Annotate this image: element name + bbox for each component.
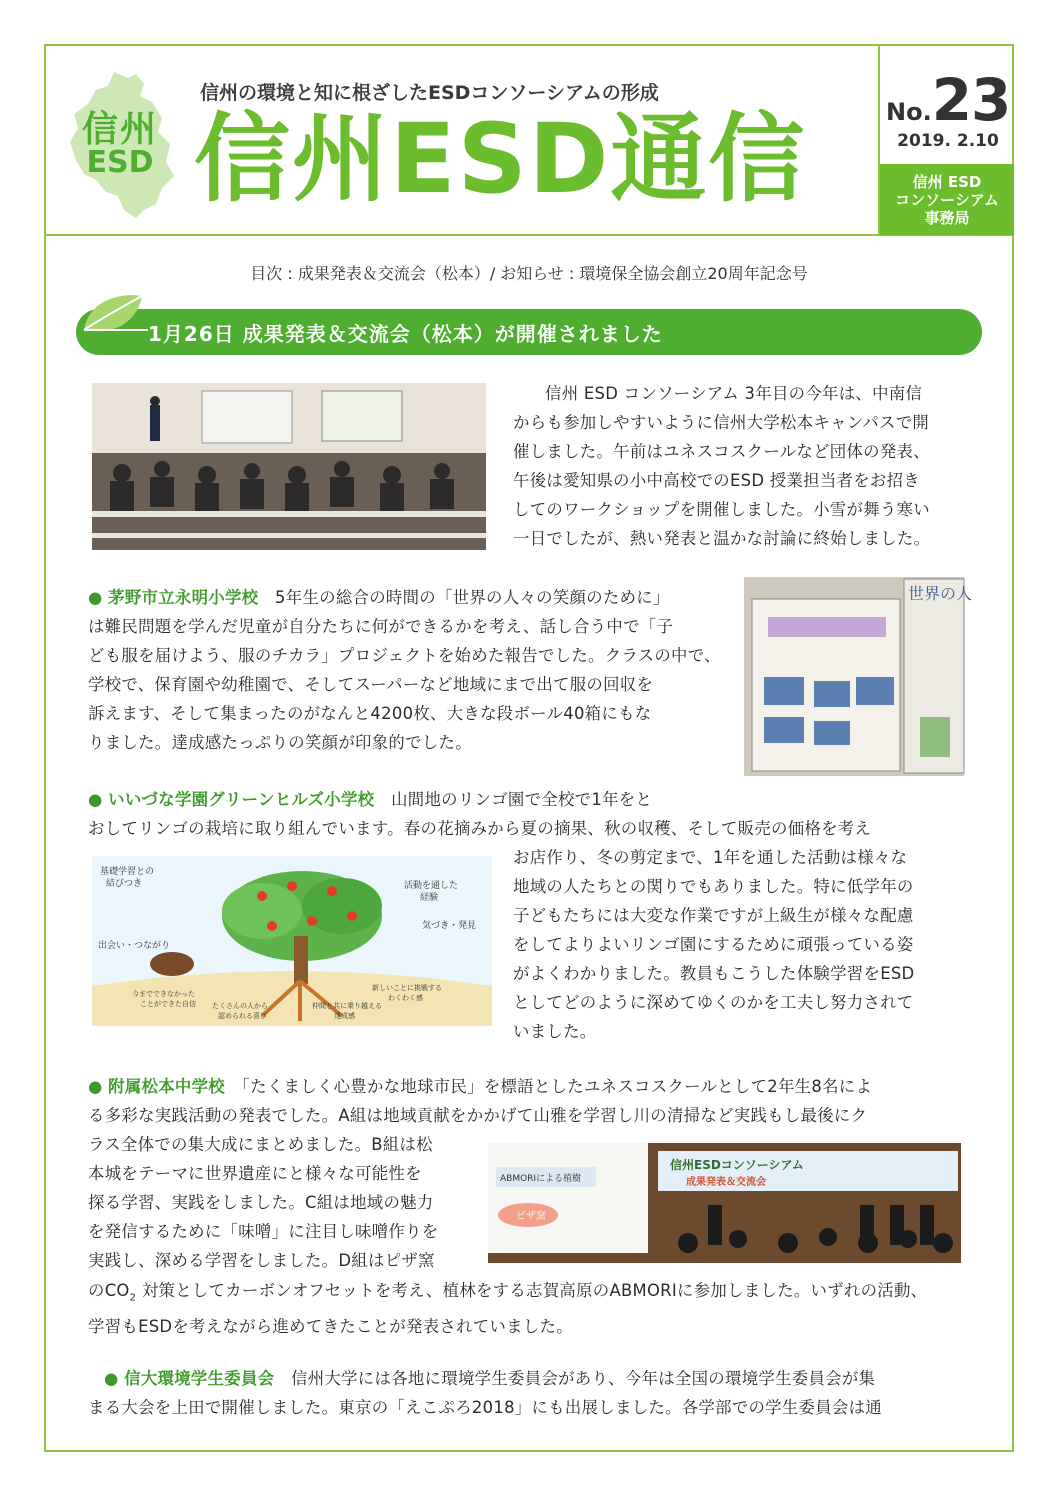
school1-name: 茅野市立永明小学校 <box>108 588 259 607</box>
school2-second-line: おしてリンゴの栽培に取り組んでいます。春の花摘みから夏の摘果、秋の収穫、そして販売の価格を考え <box>88 819 872 838</box>
school1-line: りました。達成感たっぷりの笑顔が印象的でした。 <box>88 733 472 752</box>
school4-paragraph <box>88 1364 968 1422</box>
school1-paragraph <box>88 583 728 757</box>
diagram-label: 経験 <box>420 893 439 903</box>
school1-first-text: 5年生の総合の時間の「世界の人々の笑顔のために」 <box>275 588 670 607</box>
school2-line: お店作り、冬の剪定まで、1年を通した活動は様々な <box>513 848 908 867</box>
bullet-icon: ● <box>88 588 103 607</box>
slide-label: ABMORIによる植樹 <box>500 1174 582 1184</box>
school3-tail-lines <box>88 1276 968 1341</box>
school1-line: 訴えます、そして集まったのがなんと4200枚、大きな段ボール40箱にもな <box>88 704 652 723</box>
intro-paragraph <box>513 379 965 553</box>
bullet-icon: ● <box>88 790 103 809</box>
school3-last-line: 学習もESDを考えながら進めてきたことが発表されていました。 <box>88 1317 573 1337</box>
diagram-label: 新しいことに挑戦する <box>372 984 442 992</box>
apple-tree-diagram <box>92 856 492 1026</box>
diagram-label: 達成感 <box>334 1012 355 1020</box>
publisher-line: 信州 ESD <box>912 172 982 191</box>
school3-paragraph <box>88 1130 483 1275</box>
issue-date: 2019. 2.10 <box>897 131 999 151</box>
diagram-label: 今までできなかった <box>132 990 195 998</box>
publisher-line: 事務局 <box>924 208 970 227</box>
school1-line: 学校で、保育園や幼稚園で、そしてスーパーなど地域にまで出て服の回収を <box>88 675 654 694</box>
school3-line: ラス全体での集大成にまとめました。B組は松 <box>88 1135 433 1154</box>
co2-subscript: 2 <box>129 1292 137 1304</box>
photo-banner-text: 成果発表＆交流会 <box>686 1177 766 1188</box>
publisher-line: コンソーシアム <box>895 190 999 209</box>
diagram-label: 仲間と共に乗り越える <box>312 1002 382 1010</box>
school1-line: は難民問題を学んだ児童が自分たちに何ができるかを考え、話し合う中で「子 <box>88 617 674 636</box>
poster-caption: 世界の人 <box>908 584 973 603</box>
school2-line: 地域の人たちとの関りでもありました。特に低学年の <box>513 877 914 896</box>
co2-rest: 対策としてカーボンオフセットを考え、植林をする志賀高原のABMORIに参加しました。いずれの活動、 <box>136 1281 928 1300</box>
poster-photo <box>744 577 973 776</box>
school1-line: ども服を届けよう、服のチカラ」プロジェクトを始めた報告でした。クラスの中で、 <box>88 646 721 665</box>
school2-first-text: 山間地のリンゴ園で全校で1年をと <box>391 790 653 809</box>
school1-first-line <box>88 583 728 612</box>
school2-line: としてどのように深めてゆくのかを工夫し努力されて <box>513 993 914 1012</box>
logo-text-esd: ESD <box>86 145 154 180</box>
school3-first-line <box>88 1072 968 1101</box>
publisher-box <box>880 164 1014 235</box>
seminar-photo <box>92 383 486 550</box>
diagram-label: ことができた自信 <box>140 1000 196 1008</box>
diagram-label: たくさんの人から <box>212 1002 268 1010</box>
photo-banner-text: 信州ESDコンソーシアム <box>670 1158 804 1172</box>
diagram-label: 基礎学習との <box>100 867 155 877</box>
intro-line: 一日でしたが、熱い発表と温かな討論に終始しました。 <box>513 529 931 548</box>
school3-first-text: 「たくましく心豊かな地球市民」を標語としたユネスコスクールとして2年生8名によ <box>241 1077 873 1096</box>
intro-line: からも参加しやすいように信州大学松本キャンパスで開 <box>513 413 930 432</box>
school3-name: 附属松本中学校 <box>108 1077 225 1096</box>
diagram-label: 認められる喜び <box>218 1012 267 1020</box>
section-title: 1月26日 成果発表＆交流会（松本）が開催されました <box>148 322 663 346</box>
school3-second-line: る多彩な実践活動の発表でした。A組は地域貢献をかかげて山雅を学習し川の清掃など実践もし最後にク <box>88 1106 868 1125</box>
intro-line: 信州 ESD コンソーシアム 3年目の今年は、中南信 <box>545 384 923 403</box>
school2-paragraph <box>513 843 968 1046</box>
school2-line: がよくわかりました。教員もこうした体験学習をESD <box>513 964 915 983</box>
school4-name: 信大環境学生委員会 <box>124 1369 275 1388</box>
newsletter-title: 信州ESD通信 <box>194 103 807 215</box>
co2-prefix: のCO <box>88 1281 130 1300</box>
intro-line: 午後は愛知県の小中高校でのESD 授業担当者をお招き <box>513 471 920 490</box>
school3-heading-lines <box>88 1072 968 1130</box>
bullet-icon: ● <box>88 1077 103 1096</box>
presentation-photo <box>488 1143 961 1263</box>
school2-name: いいづな学園グリーンヒルズ小学校 <box>108 790 375 809</box>
table-of-contents: 目次 : 成果発表＆交流会（松本）/ お知らせ : 環境保全協会創立20周年記念号 <box>250 264 808 283</box>
diagram-label: 気づき・発見 <box>422 921 477 931</box>
school3-line: を発信するために「味噌」に注目し味噌作りを <box>88 1222 439 1241</box>
diagram-label: わくわく感 <box>388 994 423 1002</box>
intro-line: してのワークショップを開催しました。小雪が舞う寒い <box>513 500 930 519</box>
diagram-label: 活動を通した <box>404 881 459 891</box>
issue-number-value: 23 <box>931 66 1011 134</box>
school3-line: 本城をテーマに世界遺産にと様々な可能性を <box>88 1164 422 1183</box>
slide-label: ピザ窯 <box>516 1211 546 1222</box>
issue-number <box>886 66 1010 134</box>
school2-line: をしてよりよいリンゴ園にするために頑張っている姿 <box>513 935 914 954</box>
school3-co2-line <box>88 1276 968 1312</box>
leaf-icon <box>78 290 150 340</box>
issue-number-label: No. <box>886 98 932 126</box>
masthead-divider <box>44 234 1014 236</box>
diagram-label: 結びつき <box>106 879 143 889</box>
school4-first-text: 信州大学には各地に環境学生委員会があり、今年は全国の環境学生委員会が集 <box>291 1369 876 1388</box>
tagline: 信州の環境と知に根ざしたESDコンソーシアムの形成 <box>200 82 659 104</box>
logo-text-shinshu: 信州 <box>81 109 158 150</box>
school2-line: 子どもたちには大変な作業ですが上級生が様々な配慮 <box>513 906 914 925</box>
school3-line: 探る学習、実践をしました。C組は地域の魅力 <box>88 1193 434 1212</box>
school2-line: いました。 <box>513 1022 597 1041</box>
bullet-icon: ● <box>104 1369 119 1388</box>
school4-second-line: まる大会を上田で開催しました。東京の「えこぷろ2018」にも出展しました。各学部での学生委員会は通 <box>88 1398 882 1417</box>
intro-line: 催しました。午前はユネスコスクールなど団体の発表、 <box>513 442 930 461</box>
diagram-label: 出会い・つながり <box>98 941 171 951</box>
school4-first-line <box>88 1364 968 1393</box>
school3-line: 実践し、深める学習をしました。D組はピザ窯 <box>88 1251 435 1270</box>
school2-first-line <box>88 785 968 814</box>
school2-heading-lines <box>88 785 968 843</box>
